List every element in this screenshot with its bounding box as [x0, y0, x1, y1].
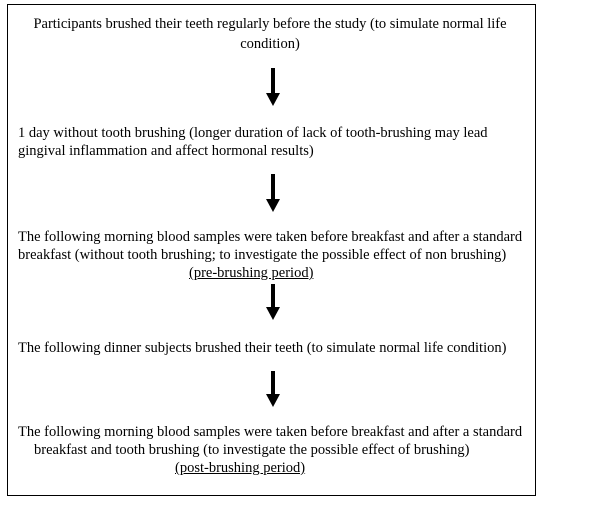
down-arrow-icon: [266, 371, 280, 407]
step3-line1: The following morning blood samples were taken before breakfast and after a standard: [18, 229, 523, 245]
step5-period-label: (post-brushing period): [175, 460, 306, 476]
down-arrow-icon: [266, 284, 280, 320]
step1-line1: Participants brushed their teeth regularly before the study (to simulate normal life: [33, 16, 507, 32]
step5-line2: breakfast and tooth brushing (to investigate the possible effect of brushing): [34, 442, 470, 458]
step3-period-label: (pre-brushing period): [189, 265, 314, 281]
step4-line1: The following dinner subjects brushed their teeth (to simulate normal life condition): [18, 340, 507, 356]
step2-line2: gingival inflammation and affect hormonal results): [18, 143, 314, 159]
step2-line1: 1 day without tooth brushing (longer duration of lack of tooth-brushing may lead: [18, 125, 488, 141]
step5-line1: The following morning blood samples were taken before breakfast and after a standard: [18, 424, 523, 440]
step1-line2: condition): [240, 36, 300, 52]
down-arrow-icon: [266, 174, 280, 212]
step3-line2: breakfast (without tooth brushing; to investigate the possible effect of non brushing): [18, 247, 507, 263]
down-arrow-icon: [266, 68, 280, 106]
